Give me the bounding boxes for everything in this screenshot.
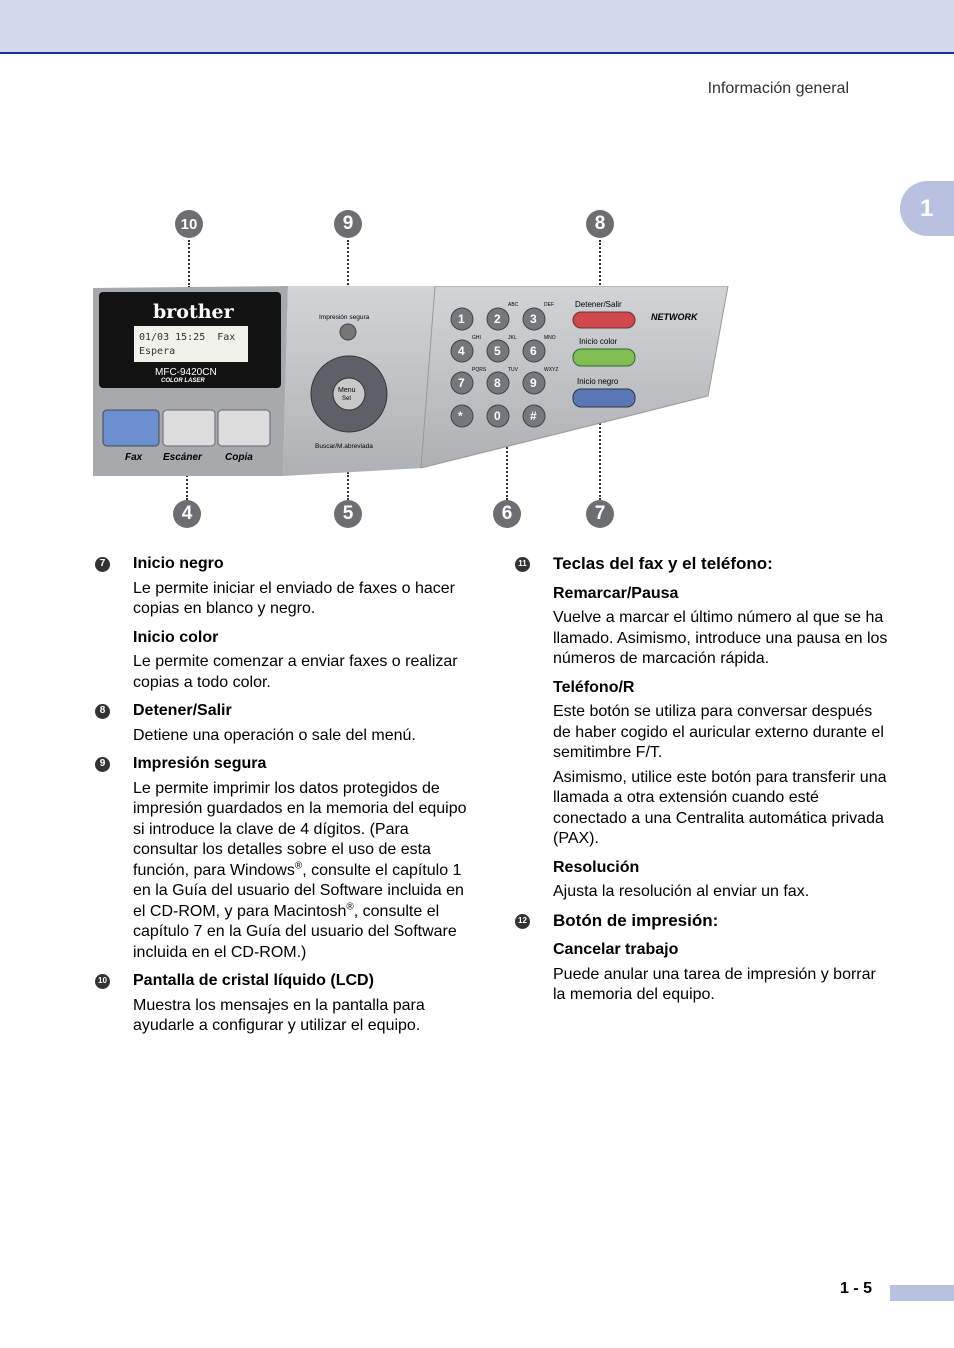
callout-4: 4	[173, 500, 201, 528]
item-title: Cancelar trabajo	[553, 941, 679, 958]
black-start-label: Inicio negro	[577, 377, 619, 386]
item-text: Muestra los mensajes en la pantalla para ayudarle a configurar y utilizar el equipo.	[133, 996, 425, 1034]
lcd-line2: Espera	[139, 346, 176, 357]
svg-text:1: 1	[458, 312, 465, 326]
item-text: Le permite imprimir los datos protegidos de impresión guardados en la memoria del equipo si introduce la clave de 4 dígitos. (Para consultar los detalles sobre el uso de esta función, para Windows®, consulte el capítulo 1 en la Guía del usuario del Software incluida en el CD-ROM, y para Macintosh®, consulte el capítulo 7 en la Guía del usuario del Software incluida en el CD-ROM.)	[133, 779, 467, 961]
mode-scan: Escáner	[163, 452, 202, 463]
svg-text:#: #	[530, 409, 537, 423]
svg-text:7: 7	[458, 376, 465, 390]
svg-text:*: *	[458, 409, 463, 423]
bullet-number: 9	[95, 757, 110, 772]
svg-text:ABC: ABC	[508, 302, 519, 308]
footer-bar	[890, 1285, 954, 1301]
bullet-number: 12	[515, 914, 530, 929]
network-logo: NETWORK	[651, 312, 698, 322]
mode-fax: Fax	[125, 452, 143, 463]
color-start-button	[573, 349, 635, 366]
black-start-button	[573, 389, 635, 407]
lcd-line1: 01/03 15:25 Fax	[139, 332, 236, 343]
item-inicio-color	[133, 628, 473, 694]
bullet-number: 7	[95, 557, 110, 572]
item-title: Pantalla de cristal líquido (LCD)	[133, 972, 374, 989]
search-label: Buscar/M.abreviada	[315, 443, 373, 450]
model-name: MFC-9420CN	[155, 367, 217, 378]
item-title: Detener/Salir	[133, 702, 232, 719]
item-title: Teléfono/R	[553, 678, 635, 696]
svg-text:6: 6	[530, 344, 537, 358]
item-text: Vuelve a marcar el último número al que se ha llamado. Asimismo, introduce una pausa en los números de marcación rápida.	[553, 609, 888, 667]
item-title: Remarcar/Pausa	[553, 584, 679, 602]
mode-copy: Copia	[225, 452, 253, 463]
section-title: Botón de impresión:	[553, 910, 719, 930]
bullet-number: 8	[95, 704, 110, 719]
item-impresion-segura	[99, 754, 473, 963]
svg-text:0: 0	[494, 409, 501, 423]
menu-label: Menu	[338, 387, 356, 394]
item-text: Detiene una operación o sale del menú.	[133, 726, 416, 744]
section-impresion	[518, 910, 888, 932]
callout-9: 9	[334, 210, 362, 238]
svg-text:DEF: DEF	[544, 302, 554, 308]
svg-text:PQRS: PQRS	[472, 367, 487, 373]
svg-text:JKL: JKL	[508, 335, 517, 341]
svg-text:4: 4	[458, 344, 465, 358]
chapter-tab: 1	[900, 181, 954, 236]
svg-text:8: 8	[494, 376, 501, 390]
item-title: Inicio color	[133, 628, 219, 646]
svg-text:WXYZ: WXYZ	[544, 367, 559, 373]
stop-exit-button	[573, 312, 635, 328]
item-detener-salir	[99, 701, 473, 746]
section-title: Información general	[707, 80, 849, 97]
brand-logo: brother	[153, 301, 234, 323]
section-title: Teclas del fax y el teléfono:	[553, 554, 773, 573]
header-band	[0, 0, 954, 54]
item-title: Impresión segura	[133, 755, 267, 772]
item-text: Le permite comenzar a enviar faxes o realizar copias a todo color.	[133, 653, 458, 691]
page-number: 1 - 5	[840, 1280, 873, 1297]
bullet-number: 10	[95, 974, 110, 989]
svg-text:GHI: GHI	[472, 335, 481, 341]
callout-7: 7	[586, 500, 614, 528]
item-text: Asimismo, utilice este botón para transferir una llamada a otra extensión cuando esté conectado a una Centralita automática privada (PAX).	[553, 768, 887, 847]
item-text: Puede anular una tarea de impresión y borrar la memoria del equipo.	[553, 965, 876, 1003]
item-title: Inicio negro	[133, 555, 224, 572]
copy-mode-button	[218, 410, 270, 446]
callout-6: 6	[493, 500, 521, 528]
control-panel-illustration	[93, 286, 733, 478]
item-text: Ajusta la resolución al enviar un fax.	[553, 883, 810, 900]
secure-print-button	[340, 324, 356, 340]
svg-text:9: 9	[530, 376, 537, 390]
callout-10: 10	[175, 210, 203, 238]
item-inicio-negro	[99, 554, 473, 620]
stop-label: Detener/Salir	[575, 300, 622, 309]
item-text: Le permite iniciar el enviado de faxes o hacer copias en blanco y negro.	[133, 579, 455, 617]
item-lcd	[98, 971, 473, 1037]
bullet-number: 11	[515, 557, 530, 572]
scan-mode-button	[163, 410, 215, 446]
callout-5: 5	[334, 500, 362, 528]
left-column	[98, 554, 473, 1045]
fax-mode-button	[103, 410, 159, 446]
item-title: Resolución	[553, 858, 640, 876]
color-start-label: Inicio color	[579, 337, 618, 346]
svg-text:MNO: MNO	[544, 335, 556, 341]
menu-set-button	[333, 378, 365, 410]
svg-text:2: 2	[494, 312, 501, 326]
leader-line	[188, 240, 190, 288]
item-text: Este botón se utiliza para conversar después de haber cogido el auricular externo durante el semitimbre F/T.	[553, 703, 884, 761]
callout-8: 8	[586, 210, 614, 238]
svg-text:TUV: TUV	[508, 367, 518, 373]
set-label: Set	[342, 396, 352, 402]
section-fax-telefono	[518, 554, 888, 575]
right-column	[518, 554, 888, 1014]
model-sub: COLOR LASER	[161, 378, 205, 384]
svg-text:5: 5	[494, 344, 501, 358]
secure-print-label: Impresión segura	[319, 314, 370, 321]
svg-text:3: 3	[530, 312, 537, 326]
